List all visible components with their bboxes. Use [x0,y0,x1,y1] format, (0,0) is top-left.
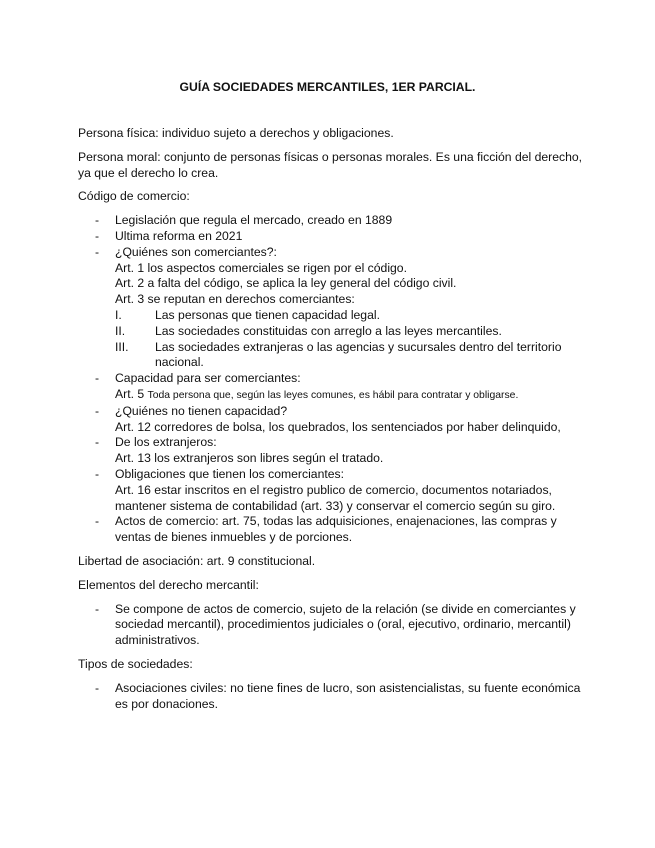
bullet-dash: - [95,601,100,616]
article-text-small: Toda persona que, según las leyes comunes, es hábil para contratar y obligarse. [147,389,519,401]
article-line: Art. 12 corredores de bolsa, los quebrados, los sentenciados por haber delinquido, [115,419,561,434]
document-body [78,126,588,720]
heading-tipos-sociedades: Tipos de sociedades: [78,656,193,671]
roman-item-text: Las sociedades extranjeras o las agencias y sucursales dentro del territorio nacional. [155,339,562,370]
list-item-heading: ¿Quiénes no tienen capacidad? [115,403,288,418]
list-item [78,229,588,245]
bullet-dash: - [95,403,100,418]
list-item [78,435,588,467]
article-line: Art. 3 se reputan en derechos comerciantes: [115,292,355,307]
roman-item [115,308,588,324]
list-codigo-comercio [78,213,588,546]
roman-item [115,324,588,340]
list-elementos [78,602,588,649]
roman-item-text: Las personas que tienen capacidad legal. [155,307,380,322]
list-item [78,371,588,404]
list-item-heading: Capacidad para ser comerciantes: [115,371,301,386]
roman-numeral: III. [115,339,129,354]
article-line: Art. 13 los extranjeros son libres según el tratado. [115,451,384,466]
list-item-text: Ultima reforma en 2021 [115,228,243,243]
roman-numeral: II. [115,323,126,338]
list-item-heading: Obligaciones que tienen los comerciantes: [115,466,344,481]
document-title: GUÍA SOCIEDADES MERCANTILES, 1ER PARCIAL. [179,80,476,94]
paragraph-persona-moral: Persona moral: conjunto de personas físicas o personas morales. Es una ficción del derecho, ya que el derecho lo crea. [78,149,583,180]
roman-item-text: Las sociedades constituidas con arreglo a las leyes mercantiles. [155,323,502,338]
list-item-text: Se compone de actos de comercio, sujeto de la relación (se divide en comerciantes y sociedad mercantil), procedimientos judiciales o (oral, ejecutivo, ordinario, mercantil) administrativos. [115,601,576,648]
heading-codigo-comercio: Código de comercio: [78,189,190,204]
list-item [78,514,588,546]
list-item [78,681,588,713]
bullet-dash: - [95,213,100,228]
list-item-heading: De los extranjeros: [115,435,217,450]
list-item-heading: ¿Quiénes son comerciantes?: [115,244,277,259]
paragraph-libertad-asociacion: Libertad de asociación: art. 9 constitucional. [78,553,316,568]
roman-list [115,308,588,371]
list-item [78,404,588,436]
list-tipos [78,681,588,713]
bullet-dash: - [95,514,100,529]
bullet-dash: - [95,228,100,243]
paragraph-persona-fisica: Persona física: individuo sujeto a derechos y obligaciones. [78,126,394,140]
roman-item [115,340,588,372]
list-item-text: Asociaciones civiles: no tiene fines de lucro, son asistencialistas, su fuente económica es por donaciones. [115,680,581,711]
list-item-text: Actos de comercio: art. 75, todas las adquisiciones, enajenaciones, las compras y ventas de bienes inmuebles y de porciones. [115,514,557,545]
bullet-dash: - [95,466,100,481]
list-item [78,213,588,229]
roman-numeral: I. [115,307,122,322]
article-line: Art. 1 los aspectos comerciales se rigen por el código. [115,260,407,275]
article-line: Art. 2 a falta del código, se aplica la ley general del código civil. [115,276,457,291]
article-line [115,387,588,404]
heading-elementos: Elementos del derecho mercantil: [78,577,259,592]
bullet-dash: - [95,244,100,259]
list-item [78,245,588,371]
list-item-text: Legislación que regula el mercado, creado en 1889 [115,213,393,228]
list-item [78,467,588,514]
bullet-dash: - [95,680,100,695]
article-number: Art. 5 [115,386,148,401]
bullet-dash: - [95,371,100,386]
bullet-dash: - [95,435,100,450]
list-item [78,602,588,649]
article-line: Art. 16 estar inscritos en el registro publico de comercio, documentos notariados, mantener sistema de contabilidad (art. 33) y conservar el comercio según su giro. [115,482,556,513]
